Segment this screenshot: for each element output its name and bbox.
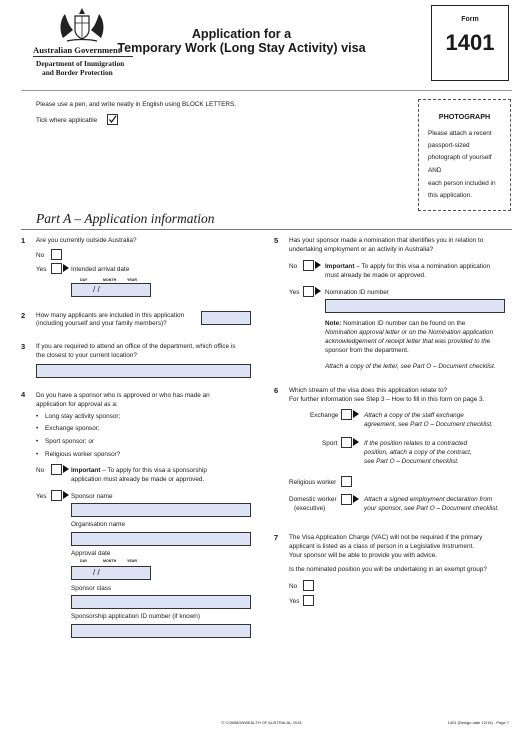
q7-text-1: The Visa Application Charge (VAC) will not be required if the primary: [289, 534, 483, 541]
q1-number: 1: [21, 236, 26, 245]
q6-text-2: For further information see Step 3 – How to fill in this form on page 3.: [289, 396, 485, 403]
q1-text: Are you currently outside Australia?: [36, 237, 137, 244]
q4-bullet-4: Religious worker sponsor?: [45, 451, 121, 458]
title-line-1: Application for a: [191, 27, 292, 41]
part-a-rule: [21, 229, 512, 230]
q4-bullet-3: Sport sponsor; or: [45, 438, 95, 445]
q4-text-1: Do you have a sponsor who is approved or who has made an: [36, 392, 210, 399]
arrow-icon: [63, 264, 69, 272]
checkmark-icon: [108, 115, 117, 124]
q2-applicant-count-input[interactable]: [201, 311, 251, 325]
q5-note-4: sponsor from the department.: [325, 347, 409, 354]
q5-text-1: Has your sponsor made a nomination that identifies you in relation to: [289, 237, 484, 244]
q3-office-input[interactable]: [36, 364, 251, 378]
q5-yes-label: Yes: [289, 289, 300, 296]
q7-text-2: applicant is listed as a class of person in a Legislative Instrument.: [289, 543, 475, 550]
q4-date-separators: / /: [93, 568, 100, 577]
q3-number: 3: [21, 342, 26, 351]
q6-sport-note-3: see Part O – Document checklist.: [364, 458, 459, 465]
q1-year-label: YEAR: [127, 278, 137, 282]
arrow-icon: [63, 491, 69, 499]
q4-yes-label: Yes: [36, 493, 47, 500]
q4-bullet-1: Long stay activity sponsor;: [45, 413, 121, 420]
arrow-icon: [353, 410, 359, 418]
q5-note-3: acknowledgement of receipt letter that was provided to the: [325, 338, 491, 345]
bullet-icon: •: [36, 451, 39, 458]
photo-text-6: this application.: [428, 192, 473, 199]
q6-sport-label: Sport: [322, 440, 338, 447]
tick-instruction: Tick where applicable: [36, 117, 98, 124]
q6-text-1: Which stream of the visa does this application relate to?: [289, 387, 448, 394]
q6-number: 6: [274, 386, 279, 395]
q1-no-checkbox[interactable]: [51, 249, 62, 260]
q4-sponsor-class-input[interactable]: [71, 595, 251, 609]
arrow-icon: [353, 438, 359, 446]
q6-religious-label: Religious worker: [289, 479, 337, 486]
title-line-2: Temporary Work (Long Stay Activity) visa: [117, 41, 366, 55]
q4-app-id-label: Sponsorship application ID number (if known): [71, 613, 200, 620]
q5-important-2: must already be made or approved.: [325, 272, 426, 279]
photo-text-3: photograph of yourself: [428, 154, 492, 161]
q4-month-label: MONTH: [103, 559, 117, 563]
q4-org-name-input[interactable]: [71, 532, 251, 546]
q1-no-label: No: [36, 252, 45, 259]
dept-line-1: Department of Immigration: [36, 59, 125, 68]
q6-domestic-checkbox[interactable]: [341, 494, 352, 505]
q7-text-4: Is the nominated position you will be undertaking in an exempt group?: [289, 566, 487, 573]
q5-note-2: Nomination approval letter or on the Nomination application: [325, 329, 494, 336]
q4-no-checkbox[interactable]: [51, 464, 62, 475]
q5-note-bold: Note:: [325, 320, 342, 327]
sample-tick-box: [107, 114, 118, 125]
q6-domestic-note-2: your sponsor, see Part O – Document checklist.: [364, 505, 499, 512]
q6-domestic-note-1: Attach a signed employment declaration from: [364, 496, 493, 503]
q4-yes-checkbox[interactable]: [51, 490, 62, 501]
photo-text-1: Please attach a recent: [428, 130, 492, 137]
q5-important: [325, 263, 490, 271]
q4-important: [71, 467, 207, 475]
q4-org-name-label: Organisation name: [71, 521, 125, 528]
q5-number: 5: [274, 236, 279, 245]
header-rule: [21, 90, 512, 91]
q5-text-2: undertaking employment or an activity in Australia?: [289, 246, 434, 253]
q4-sponsor-class-label: Sponsor class: [71, 585, 112, 592]
photo-title: PHOTOGRAPH: [438, 112, 491, 121]
q1-yes-label: Yes: [36, 266, 47, 273]
dept-line-2: and Border Protection: [42, 68, 113, 77]
q7-yes-label: Yes: [289, 598, 300, 605]
q7-no-checkbox[interactable]: [303, 580, 314, 591]
q1-arrival-label: Intended arrival date: [71, 266, 130, 273]
q5-nom-id-label: Nomination ID number: [325, 289, 389, 296]
q6-exchange-note-2: agreement, see Part O – Document checklist.: [364, 421, 493, 428]
q7-text-3: Your sponsor will be able to provide you with advice.: [289, 552, 437, 559]
q4-day-label: DAY: [80, 559, 88, 563]
part-a-title: Part A – Application information: [36, 211, 215, 226]
q5-important-rest: – To apply for this visa a nomination application: [354, 263, 491, 270]
q4-text-2: application for approval as a:: [36, 401, 118, 408]
q4-app-id-input[interactable]: [71, 624, 251, 638]
q3-text-2: the closest to your current location?: [36, 352, 137, 359]
q5-note: [325, 320, 465, 328]
photo-text-5: each person included in: [428, 180, 496, 187]
q4-bullet-2: Exchange sponsor;: [45, 425, 100, 432]
form-label: Form: [461, 16, 479, 23]
q6-religious-checkbox[interactable]: [341, 476, 352, 487]
q4-important-rest: – To apply for this visa a sponsorship: [100, 467, 207, 474]
photo-text-4: AND: [428, 167, 442, 174]
q6-sport-note-2: position, attach a copy of the contract,: [364, 449, 472, 456]
q6-sport-checkbox[interactable]: [341, 437, 352, 448]
q3-text-1: If you are required to attend an office of the department, which office is: [36, 343, 236, 350]
footer-copyright: © COMMONWEALTH OF AUSTRALIA, 2015: [221, 720, 302, 725]
photograph-box: [418, 99, 511, 211]
q4-number: 4: [21, 390, 26, 399]
arrow-icon: [353, 495, 359, 503]
form-number-box: [431, 5, 509, 81]
q4-year-label: YEAR: [127, 559, 137, 563]
q4-sponsor-name-label: Sponsor name: [71, 493, 113, 500]
q6-exchange-note-1: Attach a copy of the staff exchange: [364, 412, 464, 419]
q7-no-label: No: [289, 583, 298, 590]
q4-important-bold: Important: [71, 467, 101, 474]
gov-name: Australian Government: [33, 45, 121, 55]
q5-no-checkbox[interactable]: [303, 260, 314, 271]
q6-exchange-checkbox[interactable]: [341, 409, 352, 420]
form-number: 1401: [445, 30, 495, 55]
footer-page: 1401 (Design date 12/15) - Page 7: [447, 720, 509, 725]
q5-no-label: No: [289, 263, 298, 270]
q5-yes-checkbox[interactable]: [303, 286, 314, 297]
q7-yes-checkbox[interactable]: [303, 595, 314, 606]
q2-text-2: (including yourself and your family members)?: [36, 320, 167, 327]
arrow-icon: [315, 261, 321, 269]
bullet-icon: •: [36, 425, 39, 432]
q4-approval-date-input[interactable]: [71, 566, 151, 580]
bullet-icon: •: [36, 438, 39, 445]
q6-exchange-label: Exchange: [310, 412, 339, 419]
q4-no-label: No: [36, 467, 45, 474]
q1-date-separators: / /: [93, 285, 100, 294]
q5-attach-note: Attach a copy of the letter, see Part O – Document checklist.: [325, 363, 496, 370]
intro-instructions: Please use a pen, and write neatly in English using BLOCK LETTERS.: [36, 101, 236, 108]
arrow-icon: [315, 287, 321, 295]
q5-important-bold: Important: [325, 263, 355, 270]
q1-month-label: MONTH: [103, 278, 117, 282]
q6-sport-note-1: If the position relates to a contracted: [364, 440, 468, 447]
photo-text-2: passport-sized: [428, 142, 470, 149]
q4-approval-date-label: Approval date: [71, 550, 111, 557]
q6-domestic-label-2: (executive): [294, 505, 326, 512]
q4-important-2: application must already be made or approved.: [71, 476, 205, 483]
q1-yes-checkbox[interactable]: [51, 263, 62, 274]
q5-note-rest: Nomination ID number can be found on the: [341, 320, 466, 327]
q2-text-1: How many applicants are included in this application: [36, 312, 185, 319]
q6-domestic-label-1: Domestic worker: [289, 496, 337, 503]
q2-number: 2: [21, 311, 26, 320]
bullet-icon: •: [36, 413, 39, 420]
q1-arrival-date-input[interactable]: [71, 283, 151, 297]
arrow-icon: [63, 465, 69, 473]
q1-day-label: DAY: [80, 278, 88, 282]
q4-sponsor-name-input[interactable]: [71, 503, 251, 517]
q7-number: 7: [274, 533, 279, 542]
q5-nom-id-input[interactable]: [325, 299, 505, 313]
